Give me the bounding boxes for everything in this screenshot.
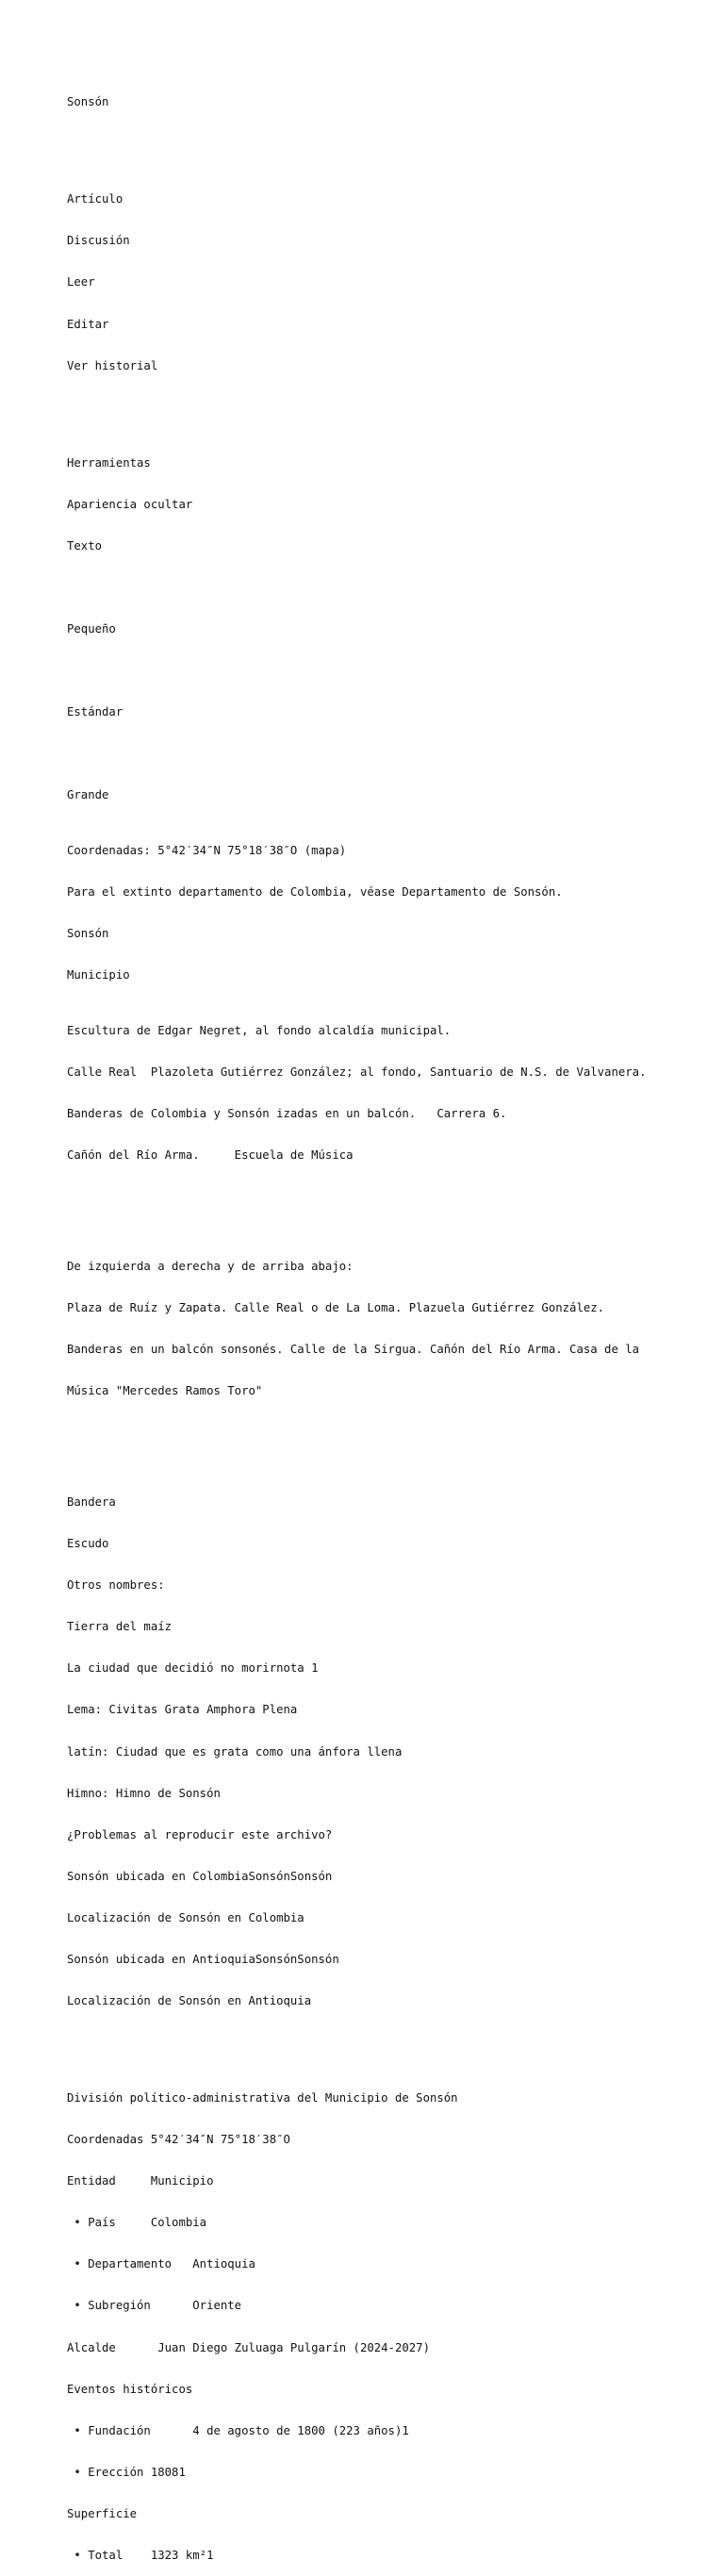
spacer (67, 747, 708, 761)
caption-line-4: Música "Mercedes Ramos Toro" (67, 1384, 263, 1398)
spacer (67, 138, 708, 152)
text-size-large-option[interactable]: Grande (67, 788, 109, 802)
audio-help-link[interactable]: ¿Problemas al reproducir este archivo? (67, 1827, 333, 1841)
infobox-row-pais: • País Colombia (67, 2216, 207, 2230)
nickname-2: La ciudad que decidió no morirnota 1 (67, 1661, 319, 1676)
map-colombia[interactable]: Sonsón ubicada en ColombiaSonsónSonsón (67, 1869, 333, 1883)
tab-discusion[interactable]: Discusión (67, 234, 130, 248)
coordinates-header[interactable]: Coordenadas: 5°42′34″N 75°18′38″O (mapa) (67, 844, 347, 858)
infobox-title: Sonsón (67, 927, 109, 941)
spacer (67, 664, 708, 678)
infobox-row-eventos: Eventos históricos (67, 2382, 193, 2396)
tools-menu[interactable]: Herramientas (67, 455, 151, 470)
caption-line-1: De izquierda a derecha y de arriba abajo: (67, 1260, 354, 1274)
motto-translation: latín: Ciudad que es grata como una ánfora llena (67, 1744, 403, 1759)
motto: Lema: Civitas Grata Amphora Plena (67, 1703, 298, 1717)
appearance-toggle[interactable]: Apariencia ocultar (67, 497, 193, 511)
spacer (67, 2036, 708, 2050)
infobox-row-fundacion: • Fundación 4 de agosto de 1800 (223 años)1 (67, 2423, 409, 2437)
spacer (67, 1426, 708, 1453)
spacer (67, 401, 708, 415)
tab-articulo[interactable]: Artículo (67, 192, 123, 206)
infobox-row-superficie: Superficie (67, 2506, 138, 2520)
infobox-row-total: • Total 1323 km²1 (67, 2548, 214, 2562)
gallery-caption-2: Calle Real Plazoleta Gutiérrez González; al fondo, Santuario de N.S. de Valvanera. (67, 1065, 647, 1080)
spacer (67, 581, 708, 595)
spacer (67, 1191, 708, 1218)
map-antioquia[interactable]: Sonsón ubicada en AntioquiaSonsónSonsón (67, 1952, 339, 1966)
infobox-row-alcalde: Alcalde Juan Diego Zuluaga Pulgarín (2024-2027) (67, 2340, 430, 2354)
gallery-caption-3: Banderas de Colombia y Sonsón izadas en un balcón. Carrera 6. (67, 1107, 507, 1121)
article-text (67, 68, 708, 2576)
infobox-row-departamento: • Departamento Antioquia (67, 2257, 255, 2271)
tab-leer[interactable]: Leer (67, 275, 95, 289)
division-link[interactable]: División político-administrativa del Municipio de Sonsón (67, 2090, 458, 2105)
infobox-row-subregion: • Subregión Oriente (67, 2299, 242, 2313)
nickname-1: Tierra del maíz (67, 1620, 173, 1634)
other-names-label: Otros nombres: (67, 1578, 165, 1593)
map-antioquia-caption: Localización de Sonsón en Antioquia (67, 1994, 312, 2008)
caption-line-3: Banderas en un balcón sonsonés. Calle de la Sirgua. Cañón del Río Arma. Casa de la (67, 1343, 640, 1357)
text-size-standard-option[interactable]: Estándar (67, 705, 123, 719)
caption-line-2: Plaza de Ruíz y Zapata. Calle Real o de La Loma. Plazuela Gutiérrez González. (67, 1301, 605, 1315)
gallery-caption-1: Escultura de Edgar Negret, al fondo alcaldía municipal. (67, 1024, 452, 1038)
infobox-row-entidad: Entidad Municipio (67, 2174, 214, 2188)
infobox-subtitle: Municipio (67, 968, 130, 983)
text-size-label: Texto (67, 538, 103, 553)
text-size-small-option[interactable]: Pequeño (67, 621, 116, 636)
tab-editar[interactable]: Editar (67, 317, 109, 331)
flag-label[interactable]: Bandera (67, 1494, 116, 1509)
gallery-caption-4: Cañón del Río Arma. Escuela de Música (67, 1148, 354, 1163)
tab-ver-historial[interactable]: Ver historial (67, 358, 158, 372)
infobox-coordinates[interactable]: Coordenadas 5°42′34″N 75°18′38″O (67, 2133, 290, 2147)
hatnote: Para el extinto departamento de Colombia, véase Departamento de Sonsón. (67, 885, 563, 900)
infobox-row-ereccion: • Erección 18081 (67, 2465, 186, 2479)
page-title: Sonsón (67, 95, 109, 109)
map-colombia-caption: Localización de Sonsón en Colombia (67, 1910, 304, 1924)
coat-of-arms-label[interactable]: Escudo (67, 1537, 109, 1551)
anthem-link[interactable]: Himno: Himno de Sonsón (67, 1786, 221, 1800)
